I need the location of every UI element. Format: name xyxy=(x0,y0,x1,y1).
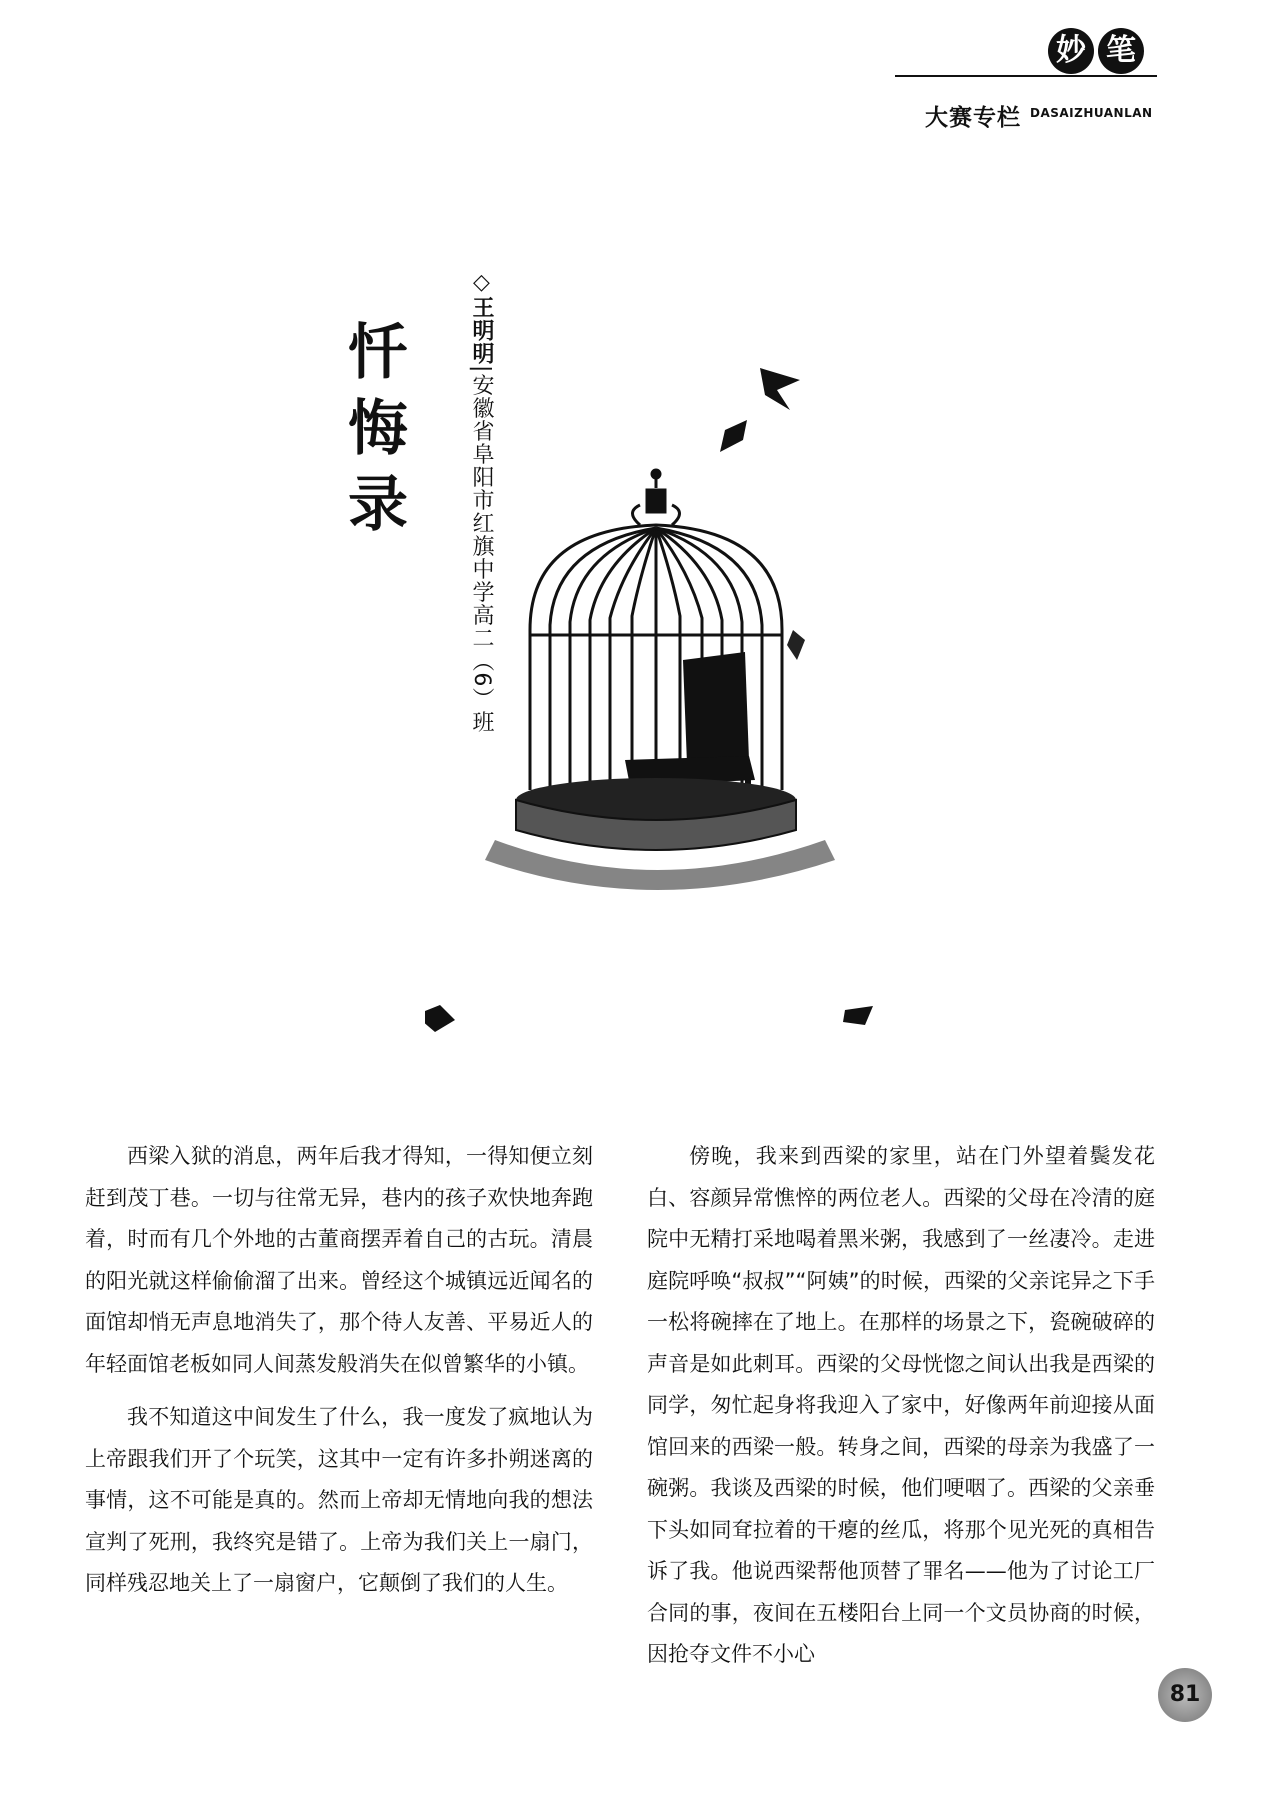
cage-hook xyxy=(633,470,680,525)
article-column-left xyxy=(85,1136,593,1617)
author-affiliation: 安徽省阜阳市红旗中学高二（6）班 xyxy=(469,373,494,734)
article-column-right xyxy=(647,1136,1155,1688)
leaf-icon xyxy=(425,1005,455,1032)
birdcage-illustration xyxy=(425,360,965,1060)
paragraph: 西梁入狱的消息，两年后我才得知，一得知便立刻赶到茂丁巷。一切与往常无异，巷内的孩子欢快地奔跑着，时而有几个外地的古董商摆弄着自己的古玩。清晨的阳光就这样偷偷溜了出来。曾经这个城镇远近闻名的面馆却悄无声息地消失了，那个待人友善、平易近人的年轻面馆老板如同人间蒸发般消失在似曾繁华的小镇。 xyxy=(85,1144,593,1376)
paragraph: 我不知道这中间发生了什么，我一度发了疯地认为上帝跟我们开了个玩笑，这其中一定有许多扑朔迷离的事情，这不可能是真的。然而上帝却无情地向我的想法宣判了死刑，我终究是错了。上帝为我们关上一扇门，同样残忍地关上了一扇窗户，它颠倒了我们的人生。 xyxy=(85,1405,593,1595)
section-pinyin: DASAIZHUANLAN xyxy=(1030,106,1153,120)
paragraph: 傍晚，我来到西梁的家里，站在门外望着鬓发花白、容颜异常憔悴的两位老人。西梁的父母在冷清的庭院中无精打采地喝着黑米粥，我感到了一丝凄冷。走进庭院呼唤“叔叔”“阿姨”的时候，西梁的父亲诧异之下手一松将碗摔在了地上。在那样的场景之下，瓷碗破碎的声音是如此刺耳。西梁的父母恍惚之间认出我是西梁的同学，匆忙起身将我迎入了家中，好像两年前迎接从面馆回来的西梁一般。转身之间，西梁的母亲为我盛了一碗粥。我谈及西梁的时候，他们哽咽了。西梁的父亲垂下头如同耷拉着的干瘪的丝瓜，将那个见光死的真相告诉了我。他说西梁帮他顶替了罪名——他为了讨论工厂合同的事，夜间在五楼阳台上同一个文员协商的时候，因抢夺文件不小心 xyxy=(647,1144,1155,1666)
author-name: 王明明 xyxy=(469,296,494,365)
page-number: 81 xyxy=(1158,1668,1212,1722)
brand-char-2: 笔 xyxy=(1098,28,1144,74)
article-title: 忏悔录 xyxy=(338,320,408,548)
leaf-icon xyxy=(787,630,805,660)
header-rule xyxy=(895,75,1157,77)
column-brand xyxy=(1048,28,1156,80)
byline-mark: ◇ xyxy=(469,270,494,296)
leaf-icon xyxy=(760,368,800,410)
leaf-icon xyxy=(843,1006,873,1025)
section-title: 大赛专栏 xyxy=(925,105,1021,131)
leaf-icon xyxy=(720,420,747,452)
byline-separator: | xyxy=(469,365,494,374)
brand-char-1: 妙 xyxy=(1048,28,1094,74)
